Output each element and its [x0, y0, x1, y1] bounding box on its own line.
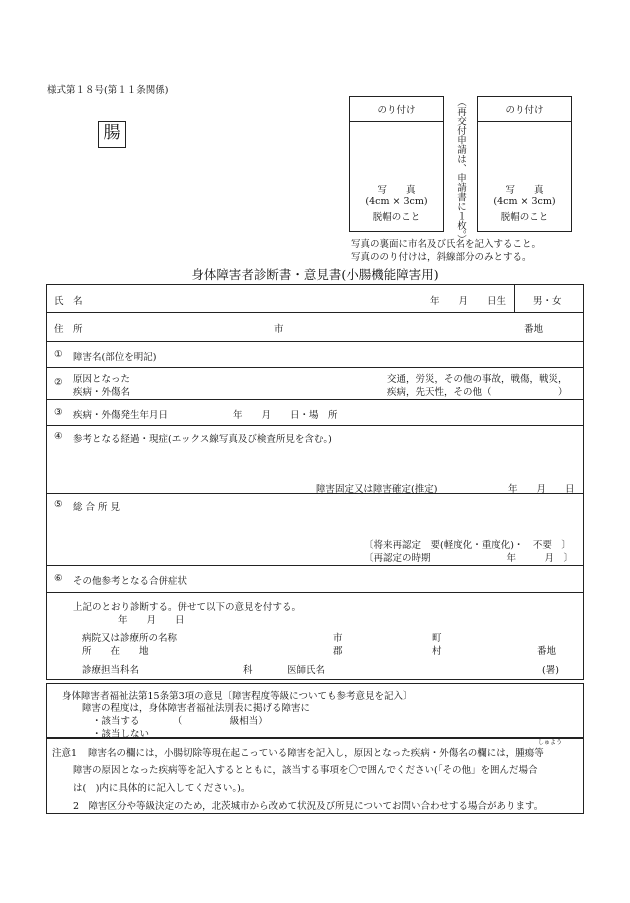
photo-note-left: 脱帽のこと — [372, 212, 421, 223]
row5-number: ⑤ — [54, 499, 63, 510]
row4-fixed-label: 障害固定又は障害確定(推定) — [316, 484, 438, 495]
row4-label: 参考となる経過・現症(エックス線写真及び検査所見を含む。) — [73, 434, 332, 445]
department-label: 診療担当科名 — [82, 665, 140, 676]
row2-options-2: 疾病，先天性，その他（ ） — [387, 387, 568, 398]
form-number: 様式第１８号(第１１条関係) — [47, 85, 169, 96]
note-1-line-2: 障害の原因となった疾病等を記入するとともに，該当する事項を〇で囲んでください(「その他」を囲んだ場合 — [73, 765, 538, 776]
hospital-banchi: 番地 — [537, 646, 557, 657]
hospital-gun: 郡 — [333, 646, 343, 657]
photo-text-right: 写 真 — [505, 185, 544, 196]
hospital-name-label: 病院又は診療所の名称 — [82, 633, 178, 644]
note-1-line-3: は( )内に具体的に記入してください。)。 — [73, 783, 251, 794]
row2-number: ② — [54, 377, 63, 388]
name-label: 氏 名 — [54, 296, 83, 307]
row4-number: ④ — [54, 431, 63, 442]
doctor-name-label: 医師氏名 — [287, 665, 326, 676]
photo-note-2: 写真ののり付けは，斜線部分のみとする。 — [351, 252, 532, 263]
address-label: 住 所 — [54, 324, 83, 335]
note-2: 2 障害区分や等級決定のため，北茨城市から改めて状況及び所見についてお問い合わせする場合があります。 — [73, 801, 544, 812]
opinion-option-applicable: ・該当する （ 級相当） — [92, 716, 268, 727]
department-ka: 科 — [243, 665, 253, 676]
address-city: 市 — [274, 324, 284, 335]
hospital-mura: 村 — [432, 646, 442, 657]
row3-date: 年 月 日・場 所 — [233, 410, 338, 421]
row6-number: ⑥ — [54, 573, 63, 584]
sex-label: 男・女 — [533, 296, 562, 307]
hospital-address-label: 所 在 地 — [82, 646, 149, 657]
row6-label: その他参考となる合併症状 — [73, 576, 188, 587]
note-ruby: しゅよう — [538, 739, 563, 746]
row2-label-1: 原因となった — [73, 374, 131, 385]
row2-label-2: 疾病・外傷名 — [73, 387, 131, 398]
row1-label: 障害名(部位を明記) — [73, 352, 157, 363]
row5-recert-2: 〔再認定の時期 年 月 〕 — [364, 553, 574, 564]
birth-date-label: 年 月 日生 — [430, 296, 507, 307]
category-kanji: 腸 — [103, 123, 121, 143]
row2-options-1: 交通，労災，その他の事故，戦傷，戦災， — [387, 374, 568, 385]
photo-size-left: (4cm × 3cm) — [365, 196, 428, 207]
category-kanji-box — [98, 121, 126, 148]
note-1-label: 注意1 — [52, 748, 78, 759]
photo-note-1: 写真の裏面に市名及び氏名を記入すること。 — [351, 239, 542, 250]
signature-mark: (署) — [542, 665, 559, 676]
row5-label: 総 合 所 見 — [73, 502, 121, 513]
photo-text-left: 写 真 — [377, 185, 416, 196]
row5-recert-1: 〔将来再認定 要(軽度化・重度化)・ 不要 〕 — [364, 540, 571, 551]
row4-fixed-date: 年 月 日 — [508, 484, 575, 495]
diagnosis-date: 年 月 日 — [118, 615, 185, 626]
address-banchi: 番地 — [524, 324, 544, 335]
row3-number: ③ — [54, 407, 63, 418]
vertical-note: （再交付申請は、申請書に１枚。） — [455, 97, 466, 245]
photo-box-right-label: のり付け — [505, 105, 544, 116]
photo-size-right: (4cm × 3cm) — [493, 196, 556, 207]
photo-note-right: 脱帽のこと — [500, 212, 549, 223]
hospital-machi: 町 — [432, 633, 442, 644]
row1-number: ① — [54, 349, 63, 360]
row3-label: 疾病・外傷発生年月日 — [73, 410, 169, 421]
note-1-line-1: 障害名の欄には，小腸切除等現在起こっている障害を記入し，原因となった疾病・外傷名の欄には，腫瘍等 — [88, 748, 544, 759]
photo-box-left-label: のり付け — [377, 105, 416, 116]
hospital-city: 市 — [333, 633, 343, 644]
diagnosis-statement: 上記のとおり診断する。併せて以下の意見を付する。 — [73, 602, 302, 613]
document-title: 身体障害者診断書・意見書(小腸機能障害用) — [191, 267, 439, 282]
opinion-heading: 身体障害者福祉法第15条第3項の意見〔障害程度等級についても参考意見を記入〕 — [62, 691, 413, 702]
opinion-line-1: 障害の程度は，身体障害者福祉法別表に掲げる障害に — [82, 703, 311, 714]
opinion-option-not-applicable: ・該当しない — [92, 729, 150, 740]
